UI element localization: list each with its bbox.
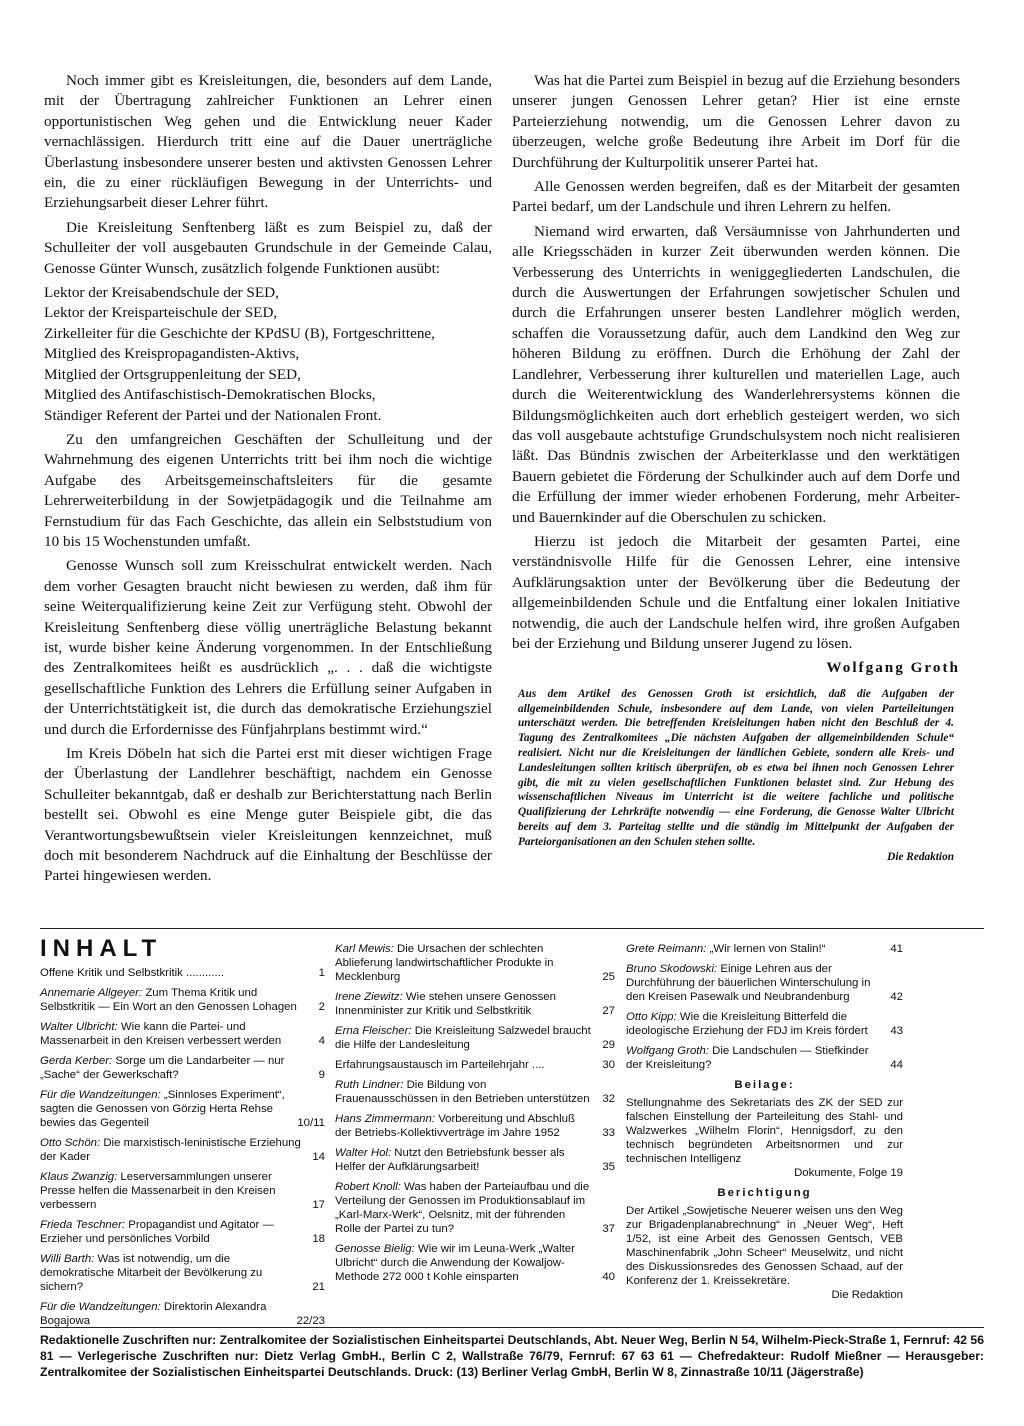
toc-title: INHALT [40,935,163,962]
paragraph: Noch immer gibt es Kreisleitungen, die, besonders auf dem Lande, mit der Übertragung zahlreicher Funktionen an Lehrer einen opportunistischen Weg gehen und die Entwicklung neuer Kader vernachlässigen. Hierdurch tritt eine auf die Dauer unerträgliche Überlastung insbesondere unserer besten und aktivsten Genossen Lehrer ein, die zu einer rückläufigen Bewegung in der Unterrichts- und Erziehungsarbeit dieser Lehrer führt. [44,72,492,212]
toc-entry[interactable]: Ruth Lindner: Die Bildung von Frauenausschüssen in den Betrieben unterstützen 32 [335,1079,615,1105]
toc-entry[interactable]: Annemarie Allgeyer: Zum Thema Kritik und Selbstkritik — Ein Wort an den Genossen Lohagen 2 [40,987,325,1013]
function-item: Mitglied des Kreispropagandisten-Aktivs, [44,345,300,363]
paragraph: Alle Genossen werden begreifen, daß es der Mitarbeit der gesamten Partei bedarf, um der Landschule und ihren Lehrern zu helfen. [512,178,960,216]
berichtigung-title: Berichtigung [717,1187,812,1199]
paragraph: Die Kreisleitung Senftenberg läßt es zum Beispiel zu, daß der Schulleiter der voll ausgebauten Grundschule in der Gemeinde Calau, Genosse Günter Wunsch, zusätzlich folgende Funktionen ausübt: [44,218,492,277]
function-item: Lektor der Kreisparteischule der SED, [44,304,278,322]
function-item: Lektor der Kreisabendschule der SED, [44,284,279,302]
toc-entry[interactable]: Grete Reimann: „Wir lernen von Stalin!“ 41 [626,943,903,955]
toc-entry[interactable]: Otto Kipp: Wie die Kreisleitung Bitterfeld die ideologische Erziehung der FDJ im Kreis fördert 43 [626,1011,903,1037]
toc-entry[interactable]: Für die Wandzeitungen: „Sinnloses Experiment“, sagten die Genossen von Görzig Herta Rehse bewies das Gegenteil 10/11 [40,1089,325,1129]
toc-entry[interactable]: Hans Zimmermann: Vorbereitung und Abschluß der Betriebs-Kollektivverträge im Jahre 1952 33 [335,1113,615,1139]
paragraph: Zu den umfangreichen Geschäften der Schulleitung und der Wahrnehmung des eigenen Unterrichts tritt bei ihm noch die wichtige Aufgabe des Arbeitsgemeinschaftsleiters für die gesamte Lehrerweiterbildung in der Sowjetpädagogik und die Teilnahme am Fernstudium für das Fach Geschichte, das allein ein Selbststudium von 10 bis 15 Wochenstunden umfaßt. [44,430,492,550]
editor-note-text: Aus dem Artikel des Genossen Groth ist ersichtlich, daß die Aufgaben der allgemeinbildenden Schule, insbesondere auf dem Lande, von vielen Parteileitungen unterschätzt werden. Die betreffenden Kreisleitungen haben nicht den Beschluß der 4. Tagung des Zentralkomitees „Die nächsten Aufgaben der allgemeinbildenden Schule“ realisiert. Nicht nur die Kreisleitungen der ländlichen Gebiete, sondern alle Kreis- und Landesleitungen sollten kritisch überprüfen, ob es etwa bei ihnen noch Genossen Lehrer gibt, die mit zu vielen gesellschaftlichen Funktionen belastet sind. Zur Hebung des wissenschaftlichen Niveaus im Unterricht ist die weitere fachliche und politische Qualifizierung der Lehrkräfte notwendig — eine Forderung, die Genosse Walter Ulbricht bereits auf dem 3. Parteitag stellte und die ständig im Mittelpunkt der Aufgaben der Parteiorganisationen an den Schulen stehen sollte. [518,687,954,848]
beilage-ref: Dokumente, Folge 19 [794,1167,903,1179]
beilage-title: Beilage: [734,1079,795,1091]
editor-note [512,687,960,865]
toc-entry[interactable]: Für die Wandzeitungen: Direktorin Alexandra Bogajowa 22/23 [40,1301,325,1327]
beilage-text: Stellungnahme des Sekretariats des ZK der SED zur falschen Einstellung der Parteileitung des Stahl- und Walzwerkes „Wilhelm Florin“, Hennigsdorf, zu den technisch begründeten Arbeitsnormen und zur technischen Intelligenz [626,1097,903,1165]
function-item: Zirkelleiter für die Geschichte der KPdSU (B), Fortgeschrittene, [44,324,435,342]
toc-entry[interactable]: Gerda Kerber: Sorge um die Landarbeiter — nur „Sache“ der Gewerkschaft? 9 [40,1055,325,1081]
article-left-column [44,71,492,891]
berichtigung-text: Der Artikel „Sowjetische Neuerer weisen uns den Weg zur Brigadenplanabrechnung“ in „Neuer Weg“, Heft 1/52, ist eine Arbeit des Genossen Gentsch, VEB Maschinenfabrik „John Scheer“ Meuselwitz, und nicht des Diskussionsredes des Genossen Schaad, auf der Konferenz der 1. Kreissekretäre. [626,1205,903,1287]
paragraph: Niemand wird erwarten, daß Versäumnisse von Jahrhunderten und alle Kriegsschäden in kurzer Zeit überwunden werden können. Die Verbesserung des Unterrichts in weniggegliederten Landschulen, die durch die Auswertungen der Erfahrungen sowjetischer Schulen und durch die Erfahrungen unserer besten Landlehrer möglich werden, schaffen die Voraussetzung dafür, auch dem Landkind den Weg zur höheren Bildung zu eröffnen. Durch die Erhöhung der Zahl der Landlehrer, Verbesserung ihrer kulturellen und materiellen Lage, auch durch die Weiterentwicklung des Wanderlehrersystems können die Bildungsmöglichkeiten auch dort erheblich gesteigert werden, wo sich das voll ausgebaute achtstufige Grundschulsystem noch nicht realisieren läßt. Das Bündnis zwischen der Arbeiterklasse und den werktätigen Bauern gebietet die Förderung der Schulkinder auch auf dem Dorfe und die Erfüllung der immer wieder erhobenen Forderung, mehr Arbeiter- und Bauernkinder auf die Oberschulen zu schicken. [512,222,960,526]
toc-entry[interactable]: Wolfgang Groth: Die Landschulen — Stiefkinder der Kreisleitung? 44 [626,1045,903,1071]
editor-note-signature: Die Redaktion [887,850,954,863]
berichtigung-signature: Die Redaktion [831,1289,903,1301]
toc-entry[interactable]: Frieda Teschner: Propagandist und Agitator — Erzieher und persönliches Vorbild 18 [40,1219,325,1245]
toc-entry[interactable]: Offene Kritik und Selbstkritik ............ 1 [40,967,325,979]
paragraph: Genosse Wunsch soll zum Kreisschulrat entwickelt werden. Nach dem vorher Gesagten braucht nicht bewiesen zu werden, daß ihm für seine Weiterqualifizierung keine Zeit zur Verfügung steht. Obwohl der Kreisleitung Senftenberg diese völlig unerträgliche Belastung bekannt ist, wurde bisher keine Änderung vorgenommen. In der Entschließung des Zentralkomitees heißt es ausdrücklich „. . . daß die wichtigste gesellschaftliche Funktion des Lehrers die Erfüllung seiner Aufgaben in der Unterrichtstätigkeit ist, die durch das demokratische Erziehungsziel und durch die Erfordernisse des Fünfjahrplans bestimmt wird.“ [44,557,492,738]
paragraph: Im Kreis Döbeln hat sich die Partei erst mit dieser wichtigen Frage der Überlastung der Landlehrer beschäftigt, nachdem ein Genosse Schulleiter bekanntgab, daß er deshalb zur Berichterstattung nach Berlin bestellt sei. Obwohl es eine Menge guter Beispiele gibt, die das Verantwortungsbewußtsein vieler Kreisleitungen kennzeichnet, muß doch mit besonderem Nachdruck auf die Einhaltung der Beschlüsse der Partei hingewiesen werden. [44,745,492,885]
toc-entry[interactable]: Bruno Skodowski: Einige Lehren aus der Durchführung der bäuerlichen Winterschulung in den Kreisen Pasewalk und Neubrandenburg 42 [626,963,903,1003]
toc-entry[interactable]: Walter Hol: Nutzt den Betriebsfunk besser als Helfer der Aufklärungsarbeit! 35 [335,1147,615,1173]
toc-entry[interactable]: Willi Barth: Was ist notwendig, um die demokratische Mitarbeit der Bevölkerung zu sichern? 21 [40,1253,325,1293]
toc-entry[interactable]: Robert Knoll: Was haben der Parteiaufbau und die Verteilung der Genossen im Produktionsablauf im „Karl-Marx-Werk“, Oelsnitz, mit der führenden Rolle der Partei zu tun? 37 [335,1181,615,1235]
toc-entry[interactable]: Genosse Bielig: Wie wir im Leuna-Werk „Walter Ulbricht“ durch die Anwendung der Kowaljow-Methode 272 000 t Kohle einsparten 40 [335,1243,615,1283]
function-item: Mitglied der Ortsgruppenleitung der SED, [44,365,301,383]
article-right-column [512,71,960,864]
section-divider [40,928,984,929]
toc-entry[interactable]: Otto Schön: Die marxistisch-leninistische Erziehung der Kader 14 [40,1137,325,1163]
toc-entry[interactable]: Walter Ulbricht: Wie kann die Partei- und Massenarbeit in den Kreisen verbessert werden 4 [40,1021,325,1047]
imprint-footer: Redaktionelle Zuschriften nur: Zentralkomitee der Sozialistischen Einheitspartei Deutschlands, Abt. Neuer Weg, Berlin N 54, Wilhelm-Pieck-Straße 1, Fernruf: 42 56 81 — Verlegerische Zuschriften nur: Dietz Verlag GmbH., Berlin C 2, Wallstraße 76/79, Fernruf: 67 63 61 — Chefredakteur: Rudolf Mießner — Herausgeber: Zentralkomitee der Sozialistischen Einheitspartei Deutschlands. Druck: (13) Berliner Verlag GmbH, Berlin W 8, Zinnastraße 10/11 (Jägerstraße) [40,1333,984,1379]
toc-entry[interactable]: Klaus Zwanzig: Leserversammlungen unserer Presse helfen die Massenarbeit in den Kreisen verbessern 17 [40,1171,325,1211]
toc-entry[interactable]: Erna Fleischer: Die Kreisleitung Salzwedel braucht die Hilfe der Landesleitung 29 [335,1025,615,1051]
toc-column-1 [40,935,325,1334]
paragraph: Hierzu ist jedoch die Mitarbeit der gesamten Partei, eine verständnisvolle Hilfe für die Genossen Lehrer, eine intensive Aufklärungsaktion unter der Bevölkerung über die Bedeutung der allgemeinbildenden Schule und die Entfaltung einer lokalen Initiative notwendig, die auch der Landschule helfen wird, ihre großen Aufgaben bei der Erziehung und Bildung unserer Jugend zu lösen. [512,532,960,652]
function-item: Mitglied des Antifaschistisch-Demokratischen Blocks, [44,386,376,404]
toc-entry[interactable]: Erfahrungsaustausch im Parteilehrjahr .... 30 [335,1059,615,1071]
toc-column-2 [335,942,615,1290]
toc-entry[interactable]: Karl Mewis: Die Ursachen der schlechten Ablieferung landwirtschaftlicher Produkte in Mecklenburg 25 [335,943,615,983]
function-item: Ständiger Referent der Partei und der Nationalen Front. [44,406,382,424]
article-author: Wolfgang Groth [826,659,960,677]
toc-entry[interactable]: Irene Ziewitz: Wie stehen unsere Genossen Innenminister zur Kritik und Selbstkritik 27 [335,991,615,1017]
toc-column-3 [626,942,903,1302]
footer-divider [40,1327,984,1328]
paragraph: Was hat die Partei zum Beispiel in bezug auf die Erziehung besonders unserer jungen Genossen Lehrer getan? Hier ist eine ernste Parteierziehung notwendig, um die Genossen Lehrer davon zu überzeugen, welche große Bedeutung ihre Arbeit im Dorf für die Durchführung der Kulturpolitik unserer Partei hat. [512,72,960,171]
